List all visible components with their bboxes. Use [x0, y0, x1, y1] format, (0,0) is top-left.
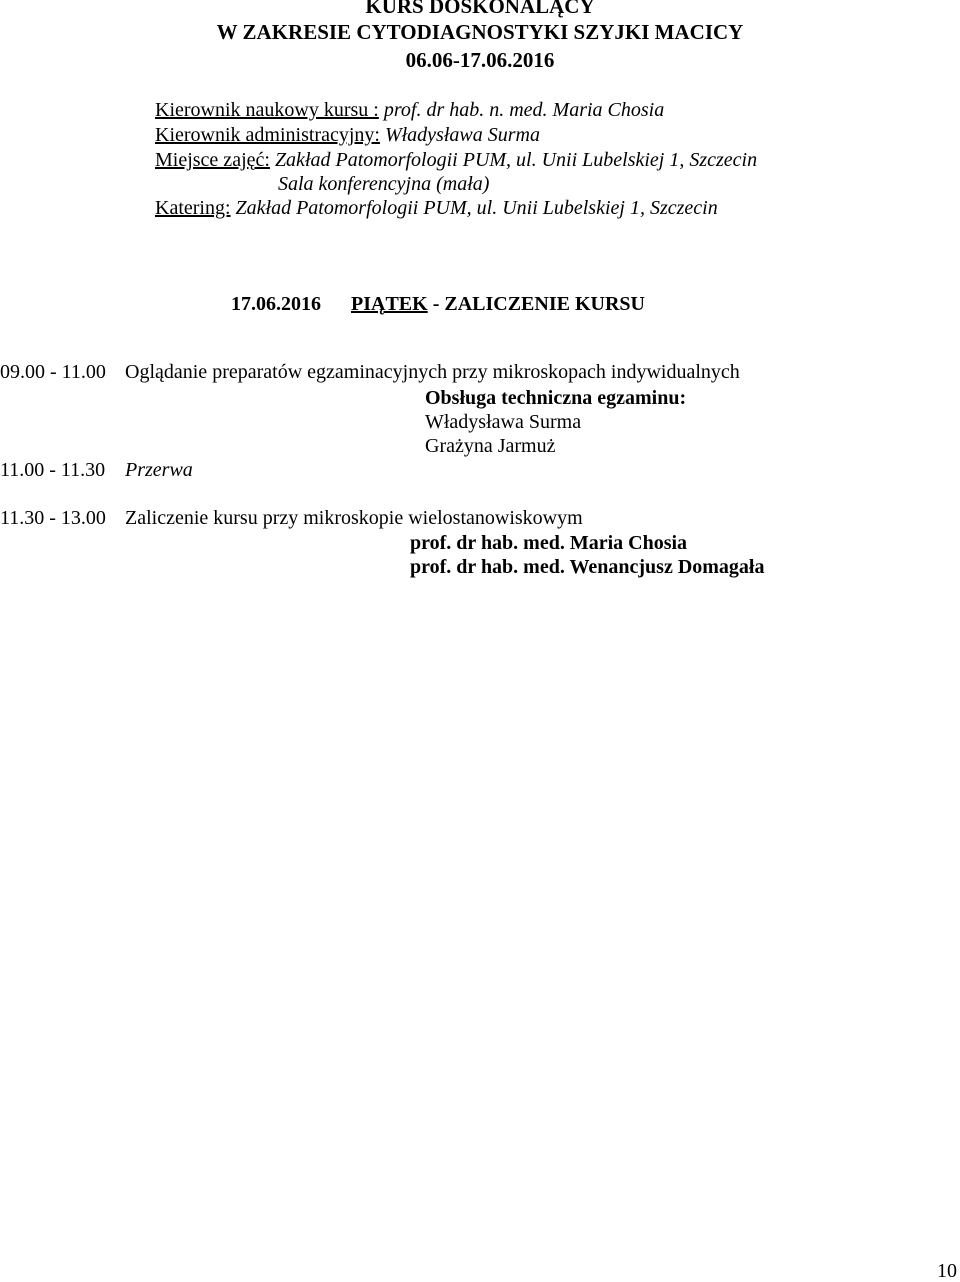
- schedule-time: 09.00 - 11.00: [0, 361, 106, 383]
- staff-heading: Obsługa techniczna egzaminu:: [425, 387, 687, 409]
- schedule-description: Zaliczenie kursu przy mikroskopie wielostanowiskowym: [125, 507, 583, 529]
- day-heading: [351, 294, 645, 314]
- admin-value: Władysława Surma: [384, 124, 540, 146]
- course-dates: 06.06-17.06.2016: [405, 48, 555, 72]
- staff-member: Władysława Surma: [425, 411, 582, 433]
- place-label: Miejsce zajęć:: [155, 149, 270, 171]
- day-date: 17.06.2016: [231, 293, 321, 315]
- admin-line: [155, 125, 540, 145]
- day-topic: ZALICZENIE KURSU: [444, 293, 645, 315]
- room-value: Sala konferencyjna (mała): [278, 173, 490, 195]
- place-line: [155, 150, 757, 170]
- examiner-name: prof. dr hab. med. Maria Chosia: [410, 532, 688, 554]
- manager-line: [155, 100, 664, 120]
- schedule-description: Oglądanie preparatów egzaminacyjnych przy mikroskopach indywidualnych: [125, 361, 740, 383]
- place-value: Zakład Patomorfologii PUM, ul. Unii Lubelskiej 1, Szczecin: [274, 149, 758, 171]
- course-subtitle: W ZAKRESIE CYTODIAGNOSTYKI SZYJKI MACICY: [216, 20, 744, 44]
- catering-value: Zakład Patomorfologii PUM, ul. Unii Lubelskiej 1, Szczecin: [235, 197, 718, 219]
- staff-member: Grażyna Jarmuż: [425, 435, 556, 457]
- catering-label: Katering:: [155, 197, 231, 219]
- day-weekday: PIĄTEK: [351, 293, 428, 315]
- day-separator: -: [432, 293, 440, 315]
- admin-label: Kierownik administracyjny:: [155, 124, 380, 146]
- course-title: KURS DOSKONALĄCY: [365, 0, 595, 18]
- schedule-time: 11.00 - 11.30: [0, 459, 106, 481]
- page-number: 10: [937, 1260, 957, 1282]
- catering-line: [155, 198, 718, 218]
- schedule-time: 11.30 - 13.00: [0, 507, 106, 529]
- manager-value: prof. dr hab. n. med. Maria Chosia: [383, 99, 665, 121]
- manager-label: Kierownik naukowy kursu :: [155, 99, 379, 121]
- room-line: [278, 174, 489, 194]
- examiner-name: prof. dr hab. med. Wenancjusz Domagała: [410, 556, 765, 578]
- schedule-description: Przerwa: [125, 459, 193, 481]
